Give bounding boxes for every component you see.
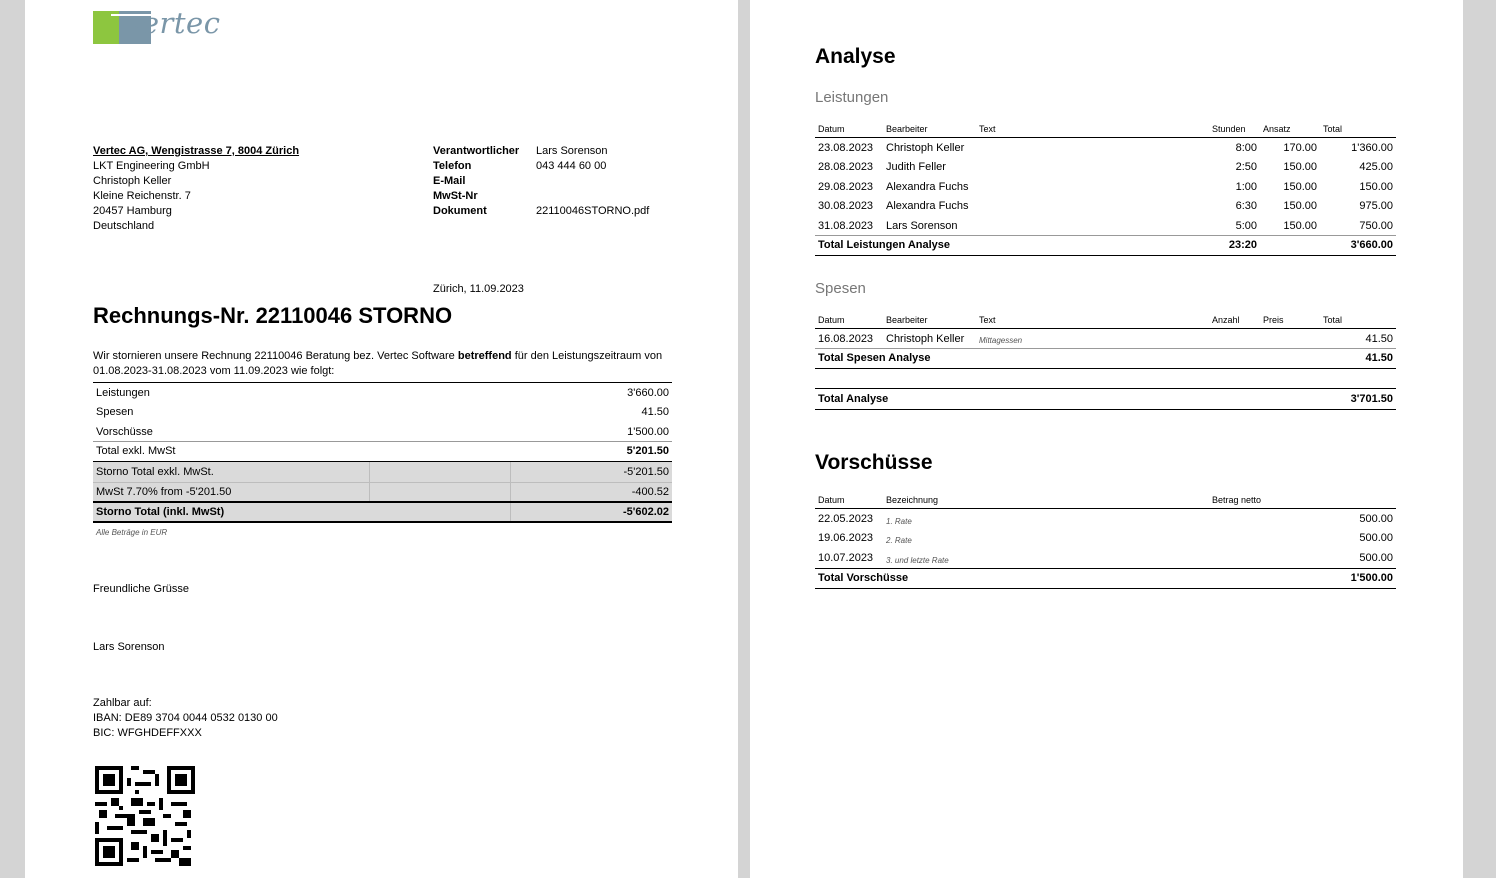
cell-total: 1'360.00 [1351, 142, 1393, 154]
currency-note: Alle Beträge in EUR [96, 528, 168, 537]
leistungen-total-hours: 23:20 [1228, 239, 1257, 251]
spesen-total-value: 41.50 [1365, 352, 1393, 364]
date-line: Zürich, 11.09.2023 [433, 283, 524, 295]
iban: IBAN: DE89 3704 0044 0532 0130 00 [93, 712, 278, 724]
intro-bold: betreffend [457, 350, 512, 362]
col-header: Datum [818, 315, 845, 325]
summary-total-value: 5'201.50 [626, 445, 669, 457]
cell-stunden: 6:30 [1235, 200, 1257, 212]
address-line: 20457 Hamburg [93, 205, 172, 217]
col-header: Anzahl [1212, 315, 1240, 325]
recipient-address [93, 144, 299, 234]
cell-bearbeiter: Christoph Keller [886, 142, 965, 154]
info-label: Telefon [433, 160, 472, 172]
payment-info [93, 696, 278, 741]
cell-datum: 10.07.2023 [818, 552, 874, 564]
qr-code [95, 766, 195, 866]
bic: BIC: WFGHDEFFXXX [93, 727, 202, 739]
analysis-page [750, 0, 1463, 878]
col-header: Ansatz [1263, 124, 1291, 134]
cell-stunden: 1:00 [1235, 181, 1257, 193]
summary-value: 3'660.00 [627, 387, 669, 399]
cell-ansatz: 150.00 [1283, 161, 1317, 173]
storno-value: -5'201.50 [623, 466, 669, 478]
info-value: 043 444 60 00 [536, 160, 607, 172]
analysis-total-label: Total Analyse [818, 393, 889, 405]
intro-line2: 01.08.2023-31.08.2023 vom 11.09.2023 wie folgt: [93, 365, 335, 377]
info-label: E-Mail [433, 175, 466, 187]
summary-value: 41.50 [641, 406, 669, 418]
cell-stunden: 2:50 [1235, 161, 1257, 173]
signature: Lars Sorenson [93, 641, 165, 653]
info-label: MwSt-Nr [433, 190, 478, 202]
col-header: Total [1323, 315, 1343, 325]
cell-bearbeiter: Christoph Keller [886, 333, 965, 345]
cell-bearbeiter: Judith Feller [886, 161, 946, 173]
col-header: Betrag netto [1212, 495, 1262, 505]
cell-total: 975.00 [1359, 200, 1393, 212]
cell-datum: 16.08.2023 [818, 333, 874, 345]
summary-value: 1'500.00 [627, 426, 669, 438]
spesen-total-label: Total Spesen Analyse [818, 352, 931, 364]
col-header: Datum [818, 495, 845, 505]
cell-total: 750.00 [1359, 220, 1393, 232]
cell-betrag: 500.00 [1359, 552, 1393, 564]
col-header: Bearbeiter [886, 315, 928, 325]
col-header: Datum [818, 124, 845, 134]
cell-datum: 31.08.2023 [818, 220, 874, 232]
cell-datum: 28.08.2023 [818, 161, 874, 173]
cell-bearbeiter: Lars Sorenson [886, 220, 958, 232]
mwst-label: MwSt 7.70% from -5'201.50 [96, 486, 232, 498]
cell-ansatz: 150.00 [1283, 181, 1317, 193]
col-header: Text [979, 124, 996, 134]
storno-total-value: -5'602.02 [622, 506, 669, 518]
col-header: Bezeichnung [886, 495, 939, 505]
vorschuesse-title: Vorschüsse [815, 451, 933, 474]
invoice-page [25, 0, 738, 878]
logo-text: vertec [125, 6, 221, 40]
info-value [536, 189, 649, 204]
cell-stunden: 8:00 [1235, 142, 1257, 154]
analysis-total-value: 3'701.50 [1350, 393, 1393, 405]
summary-label: Spesen [96, 406, 134, 418]
cell-datum: 30.08.2023 [818, 200, 874, 212]
info-label: Verantwortlicher [433, 145, 520, 157]
vorschuesse-total-value: 1'500.00 [1350, 572, 1393, 584]
address-line: LKT Engineering GmbH [93, 160, 210, 172]
address-line: Christoph Keller [93, 175, 172, 187]
info-label: Dokument [433, 205, 487, 217]
cell-bezeichnung: 1. Rate [886, 517, 912, 526]
cell-ansatz: 170.00 [1283, 142, 1317, 154]
col-header: Preis [1263, 315, 1284, 325]
invoice-title: Rechnungs-Nr. 22110046 STORNO [93, 303, 453, 328]
spesen-heading: Spesen [815, 280, 866, 297]
summary-label: Leistungen [96, 387, 150, 399]
leistungen-total-value: 3'660.00 [1350, 239, 1393, 251]
leistungen-total-label: Total Leistungen Analyse [818, 239, 951, 251]
info-value: 22110046STORNO.pdf [536, 205, 650, 217]
address-line: Kleine Reichenstr. 7 [93, 190, 191, 202]
storno-label: Storno Total exkl. MwSt. [96, 466, 214, 478]
cell-bezeichnung: 2. Rate [886, 536, 912, 545]
vorschuesse-total-label: Total Vorschüsse [818, 572, 909, 584]
mwst-value: -400.52 [631, 486, 669, 498]
sender-line: Vertec AG, Wengistrasse 7, 8004 Zürich [93, 145, 300, 157]
col-header: Bearbeiter [886, 124, 928, 134]
cell-ansatz: 150.00 [1283, 220, 1317, 232]
intro-text [93, 349, 673, 379]
cell-total: 425.00 [1359, 161, 1393, 173]
cell-text: Mittagessen [979, 336, 1023, 345]
payment-label: Zahlbar auf: [93, 697, 152, 709]
analysis-title: Analyse [815, 45, 896, 68]
cell-datum: 23.08.2023 [818, 142, 874, 154]
col-header: Total [1323, 124, 1343, 134]
cell-betrag: 500.00 [1359, 532, 1393, 544]
cell-datum: 29.08.2023 [818, 181, 874, 193]
greeting: Freundliche Grüsse [93, 583, 189, 595]
cell-ansatz: 150.00 [1283, 200, 1317, 212]
storno-total-label: Storno Total (inkl. MwSt) [96, 506, 225, 518]
summary-label: Vorschüsse [96, 426, 153, 438]
cell-bearbeiter: Alexandra Fuchs [886, 200, 969, 212]
cell-betrag: 500.00 [1359, 513, 1393, 525]
intro-part1: Wir stornieren unsere Rechnung 22110046 Beratung bez. Vertec Software [93, 350, 458, 362]
cell-bearbeiter: Alexandra Fuchs [886, 181, 969, 193]
cell-total: 150.00 [1359, 181, 1393, 193]
cell-bezeichnung: 3. und letzte Rate [886, 556, 949, 565]
col-header: Stunden [1212, 124, 1246, 134]
summary-total-label: Total exkl. MwSt [96, 445, 176, 457]
info-values [536, 144, 649, 219]
leistungen-heading: Leistungen [815, 89, 889, 106]
cell-total: 41.50 [1365, 333, 1393, 345]
cell-datum: 22.05.2023 [818, 513, 874, 525]
info-value [536, 174, 649, 189]
cell-stunden: 5:00 [1235, 220, 1257, 232]
info-labels [433, 144, 519, 219]
col-header: Text [979, 315, 996, 325]
cell-datum: 19.06.2023 [818, 532, 874, 544]
address-line: Deutschland [93, 220, 155, 232]
info-value: Lars Sorenson [536, 145, 608, 157]
intro-part2: für den Leistungszeitraum von [511, 350, 663, 362]
